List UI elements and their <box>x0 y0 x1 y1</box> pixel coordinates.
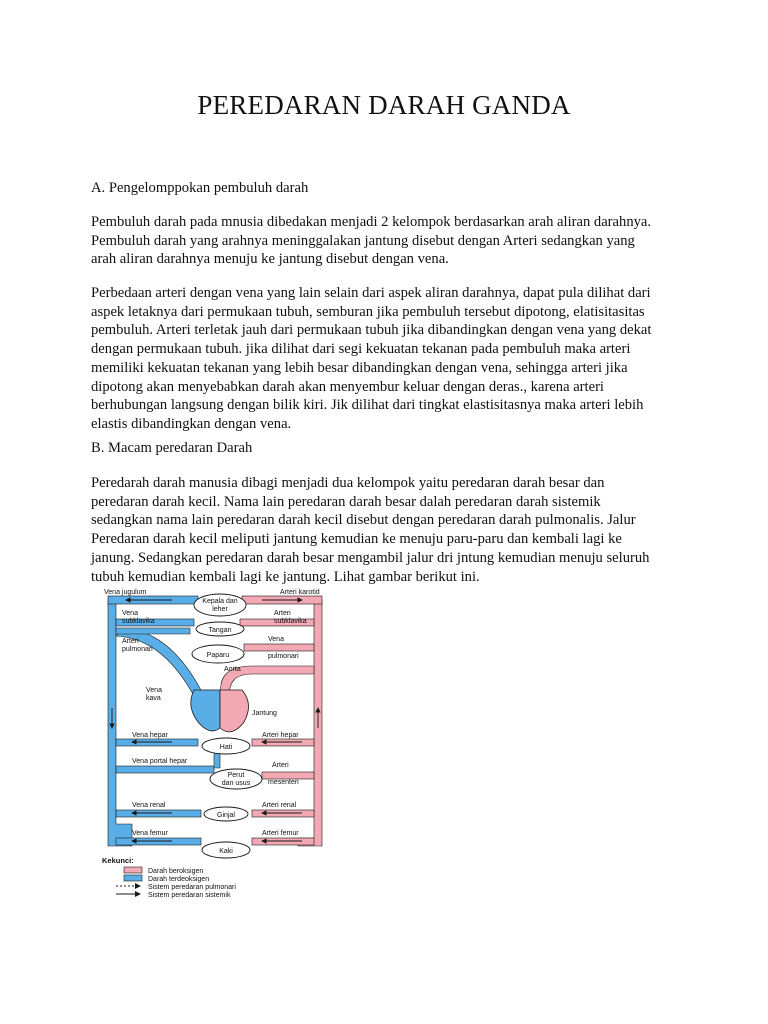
organ-lung-label: Paparu <box>206 652 230 659</box>
label-arteri-mesenteri: mesenteri <box>268 779 299 786</box>
paragraph-1-line: Pembuluh darah yang arahnya meninggalakan jantung disebut dengan Arteri sedangkan yang <box>91 232 635 249</box>
legend-swatch-deoxygenated <box>124 875 142 881</box>
legend-systemic: Sistem peredaran sistemik <box>148 892 231 899</box>
heart-right-side <box>191 690 220 731</box>
paragraph-3-line: Peredarah darah manusia dibagi menjadi dua kelompok yaitu peredaran darah besar dan <box>91 475 605 491</box>
paragraph-3-line: peredaran darah kecil. Nama lain peredaran darah besar dalah peredaran darah sistemik <box>91 493 601 510</box>
label-vena-hepar: Vena hepar <box>132 732 168 739</box>
organ-stomach-label: dan usus <box>221 780 251 787</box>
paragraph-3-line: janung. Sedangkan peredaran darah besar mengambil jalur dri jntung kemudian menuju seluruh <box>91 549 650 566</box>
paragraph-2-line: memiliki kekuatan tekanan yang lebih besar dibandingkan dengan vena, sehingga arteri jika <box>91 359 628 376</box>
organ-foot-label: Kaki <box>219 848 233 855</box>
paragraph-3-line: Peredaran darah kecil meliputi jantung kemudian ke menuju paru-paru dan kembali lagi ke <box>91 531 622 548</box>
label-arteri-hepar: Arteri hepar <box>262 732 299 739</box>
circulation-diagram <box>102 588 342 903</box>
paragraph-1-line: arah aliran darahnya menuju ke jantung disebut dengan vena. <box>91 251 449 268</box>
label-vena-portal-hepar: Vena portal hepar <box>132 758 188 765</box>
vena-portal-hepar-vessel <box>116 766 214 773</box>
paragraph-2-line: berhubungan langsung dengan bilik kiri. Jik dilihat dari tingkat elastisitasnya maka arteri lebih <box>91 397 644 414</box>
section-a-heading: A. Pengelomppokan pembuluh darah <box>91 180 309 196</box>
arteri-renal-vessel <box>252 810 314 817</box>
vena-renal-vessel <box>116 810 201 817</box>
label-vena-kava: Vena <box>146 687 162 694</box>
paragraph-2-line: dengan permukaan tubuh. jika dilihat dari segi kekuatan tekanan pada pembuluh maka arteri <box>91 341 631 358</box>
label-arteri-pulmonari: pulmonari <box>122 646 153 653</box>
paragraph-2-line: dipotong akan menyebabkan darah akan menyembur keluar dengan deras., karena arteri <box>91 378 604 395</box>
label-arteri-mesenteri: Arteri <box>272 762 289 769</box>
organ-liver-label: Hati <box>219 744 233 751</box>
organ-stomach-label: Perut <box>227 772 245 779</box>
paragraph-3-line: sedangkan nama lain peredaran darah kecil disebut dengan peredaran darah pulmonalis. Jalur <box>91 512 636 529</box>
legend-swatch-oxygenated <box>124 867 142 873</box>
organ-head-label: Kepala dan <box>202 598 238 605</box>
label-arteri-femur: Arteri femur <box>262 830 299 837</box>
label-aorta: Aorta <box>224 666 241 673</box>
label-arteri-subklavika: subklavika <box>274 618 307 625</box>
paragraph-2-line: pembuluh. Arteri terletak jauh dari permukaan tubuh jika dibandingkan dengan vena yang dekat <box>91 322 652 339</box>
legend <box>102 856 236 899</box>
heart-left-side <box>220 690 249 732</box>
paragraph-2-line: Perbedaan arteri dengan vena yang lain selain dari aspek aliran darahnya, dapat pula dilihat dari <box>91 285 651 301</box>
legend-oxygenated: Darah beroksigen <box>148 868 204 875</box>
arteri-femur-vessel <box>252 838 314 845</box>
legend-title: Kekunci: <box>102 856 134 865</box>
circulation-diagram-svg <box>102 588 342 903</box>
paragraph-2-line: aspek letaknya dari permukaan tubuh, semburan jika pembuluh tersebut dipotong, elatisitasitas <box>91 303 645 320</box>
label-arteri-pulmonari: Arteri <box>122 638 139 645</box>
paragraph-3-line: tubuh kemudian kembali lagi ke jantung. Lihat gambar berikut ini. <box>91 568 480 585</box>
paragraph-3 <box>91 474 701 586</box>
vena-pulmonari-vessel <box>244 644 314 651</box>
label-jantung: Jantung <box>252 710 277 717</box>
label-vena-kava: kava <box>146 695 161 702</box>
vena-femur-vessel <box>116 838 201 845</box>
legend-pulmonary: Sistem peredaran pulmonari <box>148 884 236 891</box>
paragraph-1-line: Pembuluh darah pada mnusia dibedakan menjadi 2 kelompok berdasarkan arah aliran darahnya. <box>91 214 652 230</box>
paragraph-2-line: elastis dibandingkan dengan vena. <box>91 415 292 432</box>
label-arteri-subklavika: Arteri <box>274 610 291 617</box>
arteri-pulmonari-vessel <box>116 628 190 634</box>
label-arteri-renal: Arteri renal <box>262 802 297 809</box>
section-b-heading: B. Macam peredaran Darah <box>91 440 253 456</box>
label-vena-subklavika: subklavika <box>122 618 155 625</box>
heart <box>191 690 249 732</box>
legend-deoxygenated: Darah terdeoksigen <box>148 876 210 883</box>
label-vena-pulmonari: Vena <box>268 636 284 643</box>
document-title: PEREDARAN DARAH GANDA <box>197 90 571 120</box>
label-arteri-karotid: Arteri karotid <box>280 589 320 596</box>
label-vena-jugulum: Vena jugulum <box>104 589 147 596</box>
vena-hepar-vessel <box>116 739 198 746</box>
organ-kidney-label: Ginjal <box>217 812 235 819</box>
arteri-mesenteri-vessel <box>262 772 314 779</box>
label-vena-pulmonari: pulmonari <box>268 653 299 660</box>
organ-hand-label: Tangan <box>208 627 232 634</box>
label-vena-renal: Vena renal <box>132 802 166 809</box>
label-vena-femur: Vena femur <box>132 830 168 837</box>
arteri-hepar-vessel <box>252 739 314 746</box>
organ-head-label: leher <box>212 606 228 613</box>
paragraph-2 <box>91 284 701 434</box>
label-vena-subklavika: Vena <box>122 610 138 617</box>
paragraph-1 <box>91 213 701 269</box>
